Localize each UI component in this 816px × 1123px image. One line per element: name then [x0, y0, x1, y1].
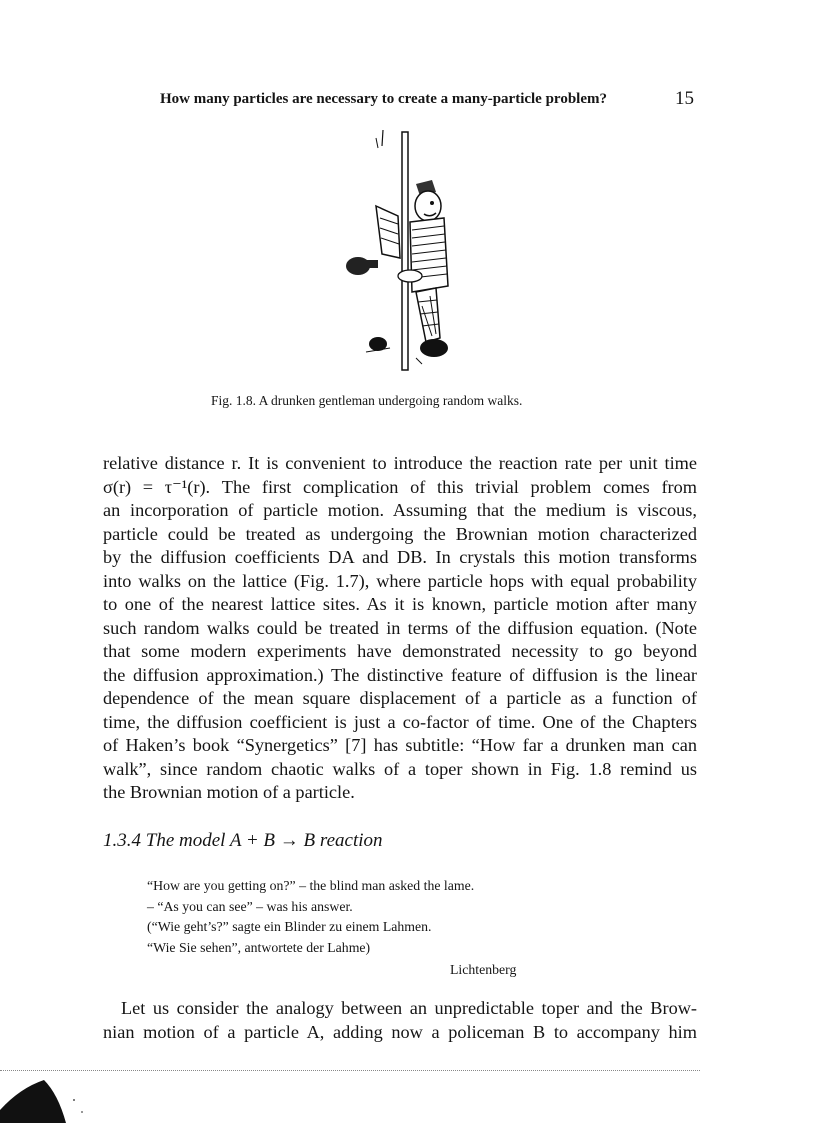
epigraph [147, 876, 547, 958]
text-line: into walks on the lattice (Fig. 1.7), where particle hops with equal probability [103, 570, 697, 591]
paragraph-main [103, 452, 697, 805]
text-line: an incorporation of particle motion. Assuming that the medium is viscous, [103, 500, 697, 520]
figure-caption: Fig. 1.8. A drunken gentleman undergoing random walks. [211, 393, 523, 408]
paragraph-second [103, 996, 697, 1044]
text-line: such random walks could be treated in terms of the diffusion equation. (Note [103, 617, 697, 638]
text-line: σ(r) = τ⁻¹(r). The first complication of this trivial problem comes from [103, 476, 697, 497]
text-line: Let us consider the analogy between an unpredictable toper and the Brow- [121, 998, 697, 1018]
scan-artifact-blot [0, 1080, 95, 1123]
text-line: nian motion of a particle A, adding now a policeman B to accompany him [103, 1022, 697, 1042]
text-line: particle could be treated as undergoing the Brownian motion characterized [103, 523, 697, 544]
running-title: How many particles are necessary to create a many-particle problem? [160, 91, 607, 107]
page-header [160, 88, 700, 113]
text-line: time, the diffusion coefficient is just a co-factor of time. One of the Chapters [103, 711, 697, 732]
epigraph-line: “Wie Sie sehen”, antwortete der Lahme) [147, 939, 371, 955]
scan-artifact-line [0, 1070, 700, 1072]
text-line: by the diffusion coefficients DA and DB. In crystals this motion transforms [103, 547, 697, 567]
text-line: dependence of the mean square displacement of a particle as a function of [103, 688, 697, 708]
drunken-gentleman-illustration [336, 126, 456, 376]
epigraph-line: “How are you getting on?” – the blind man asked the lame. [147, 878, 475, 893]
text-line: the diffusion approximation.) The distinctive feature of diffusion is the linear [103, 664, 697, 685]
page-number: 15 [675, 88, 694, 109]
text-line: relative distance r. It is convenient to introduce the reaction rate per unit time [103, 453, 697, 473]
text-line: of Haken’s book “Synergetics” [7] has subtitle: “How far a drunken man can [103, 735, 697, 755]
text-line: the Brownian motion of a particle. [103, 782, 355, 802]
epigraph-line: – “As you can see” – was his answer. [147, 898, 353, 914]
text-line: walk”, since random chaotic walks of a toper shown in Fig. 1.8 remind us [103, 758, 697, 779]
text-line: that some modern experiments have demonstrated necessity to go beyond [103, 641, 697, 661]
epigraph-author: Lichtenberg [450, 962, 517, 977]
text-line: to one of the nearest lattice sites. As it is known, particle motion after many [103, 594, 697, 614]
section-heading: 1.3.4 The model A + B → B reaction [103, 830, 383, 851]
epigraph-line: (“Wie geht’s?” sagte ein Blinder zu einem Lahmen. [147, 919, 432, 934]
